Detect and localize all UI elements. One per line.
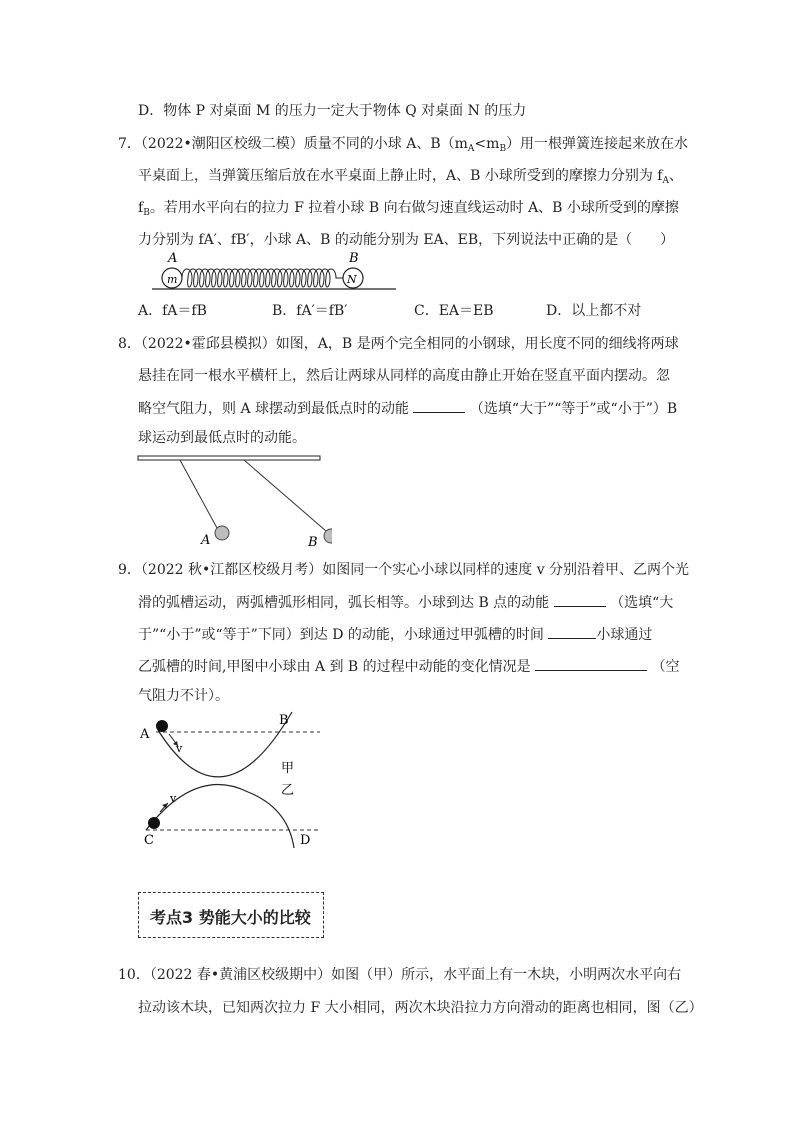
q9-label-jia: 甲	[281, 761, 295, 776]
q9-line2: 滑的弧槽运动，两弧槽弧形相同，弧长相等。小球到达 B 点的动能 （选填“大	[138, 592, 673, 613]
q7-option-c[interactable]: C．EA＝EB	[414, 303, 494, 319]
q8-line1: 8．（2022•霍邱县模拟）如图，A，B 是两个完全相同的小钢球，用长度不同的细线将两球	[118, 336, 679, 352]
q6-option-d: D．物体 P 对桌面 M 的压力一定大于物体 Q 对桌面 N 的压力	[138, 103, 527, 119]
q7-option-b[interactable]: B．fA′＝fB′	[272, 303, 348, 319]
q7-spring	[182, 269, 343, 287]
q9-label-a: A	[140, 727, 150, 742]
q9-label-yi: 乙	[281, 783, 295, 798]
q7-mass-a: m	[167, 273, 178, 286]
q9-label-d: D	[300, 833, 311, 848]
q8-string-b	[244, 460, 326, 531]
q7-spring-figure	[150, 248, 410, 296]
q9-line4: 乙弧槽的时间,甲图中小球由 A 到 B 的过程中动能的变化情况是 （空	[138, 656, 680, 677]
q7-label-b: B	[349, 251, 359, 266]
q7-line2: 平桌面上，当弹簧压缩后放在水平桌面上静止时，A、B 小球所受到的摩擦力分别为 $f_A$、	[138, 168, 683, 186]
q8-line3: 略空气阻力，则 A 球摆动到最低点时的动能 （选填“大于”“等于”或“小于”）B	[138, 398, 677, 419]
q9-jia-ball	[156, 720, 168, 732]
q9-line5: 气阻力不计）。	[138, 688, 229, 704]
q9-label-c: C	[144, 833, 154, 848]
q9-line3: 于”“小于”或“等于”下同）到达 D 的动能，小球通过甲弧槽的时间 小球通过	[138, 624, 652, 645]
q9-yi-v: v	[170, 792, 177, 805]
q8-crossbar	[138, 456, 320, 460]
q7-option-a[interactable]: A．fA＝fB	[138, 303, 207, 319]
q9-blank-3[interactable]	[535, 656, 647, 671]
q9-yi-ball	[148, 817, 160, 829]
q9-jia-v: v	[176, 742, 183, 755]
q8-pendulum-figure	[132, 452, 332, 550]
q8-answer-blank[interactable]	[413, 398, 465, 413]
q9-arc-figure	[136, 708, 326, 850]
q8-line2: 悬挂在同一根水平横杆上，然后让两球从同样的高度由静止开始在竖直平面内摆动。忽	[138, 368, 670, 384]
q7-line1: 7．（2022•潮阳区校级二模）质量不同的小球 A、$B(m_A<m_B)$用一根弹簧连接起来放在水	[118, 136, 689, 154]
q8-ball-a	[215, 526, 229, 540]
q7-mass-b: N	[347, 273, 357, 286]
q8-label-a: A	[201, 533, 211, 548]
q7-label-a: A	[168, 251, 178, 266]
q8-line4: 球运动到最低点时的动能。	[138, 430, 306, 446]
q9-yi-arc	[146, 784, 294, 848]
q9-blank-2[interactable]	[548, 624, 596, 639]
q8-label-b: B	[308, 535, 318, 550]
q10-line2: 拉动该木块，已知两次拉力 F 大小相同，两次木块沿拉力方向滑动的距离也相同，图（乙）	[138, 1000, 703, 1016]
q8-ball-b	[324, 529, 332, 543]
q9-blank-1[interactable]	[554, 592, 606, 607]
q9-label-b: B	[279, 713, 289, 728]
q10-line1: 10．（2022 春•黄浦区校级期中）如图（甲）所示，水平面上有一木块，小明两次水平向右	[118, 967, 682, 983]
section-title: 考点3 势能大小的比较	[150, 908, 311, 927]
q7-line3: $f_B$。若用水平向右的拉力 F 拉着小球 B 向右做匀速直线运动时 A、B 小球所受到的摩擦	[138, 200, 679, 218]
q9-line1: 9．（2022 秋•江都区校级月考）如图同一个实心小球以同样的速度 v 分别沿着甲、乙两个光	[118, 562, 690, 578]
q8-string-a	[180, 460, 217, 528]
q7-line4: 力分别为 fA′、fB′，小球 A、B 的动能分别为 EA、EB，下列说法中正确的是（ ）	[138, 232, 675, 248]
q7-option-d[interactable]: D．以上都不对	[546, 303, 642, 319]
